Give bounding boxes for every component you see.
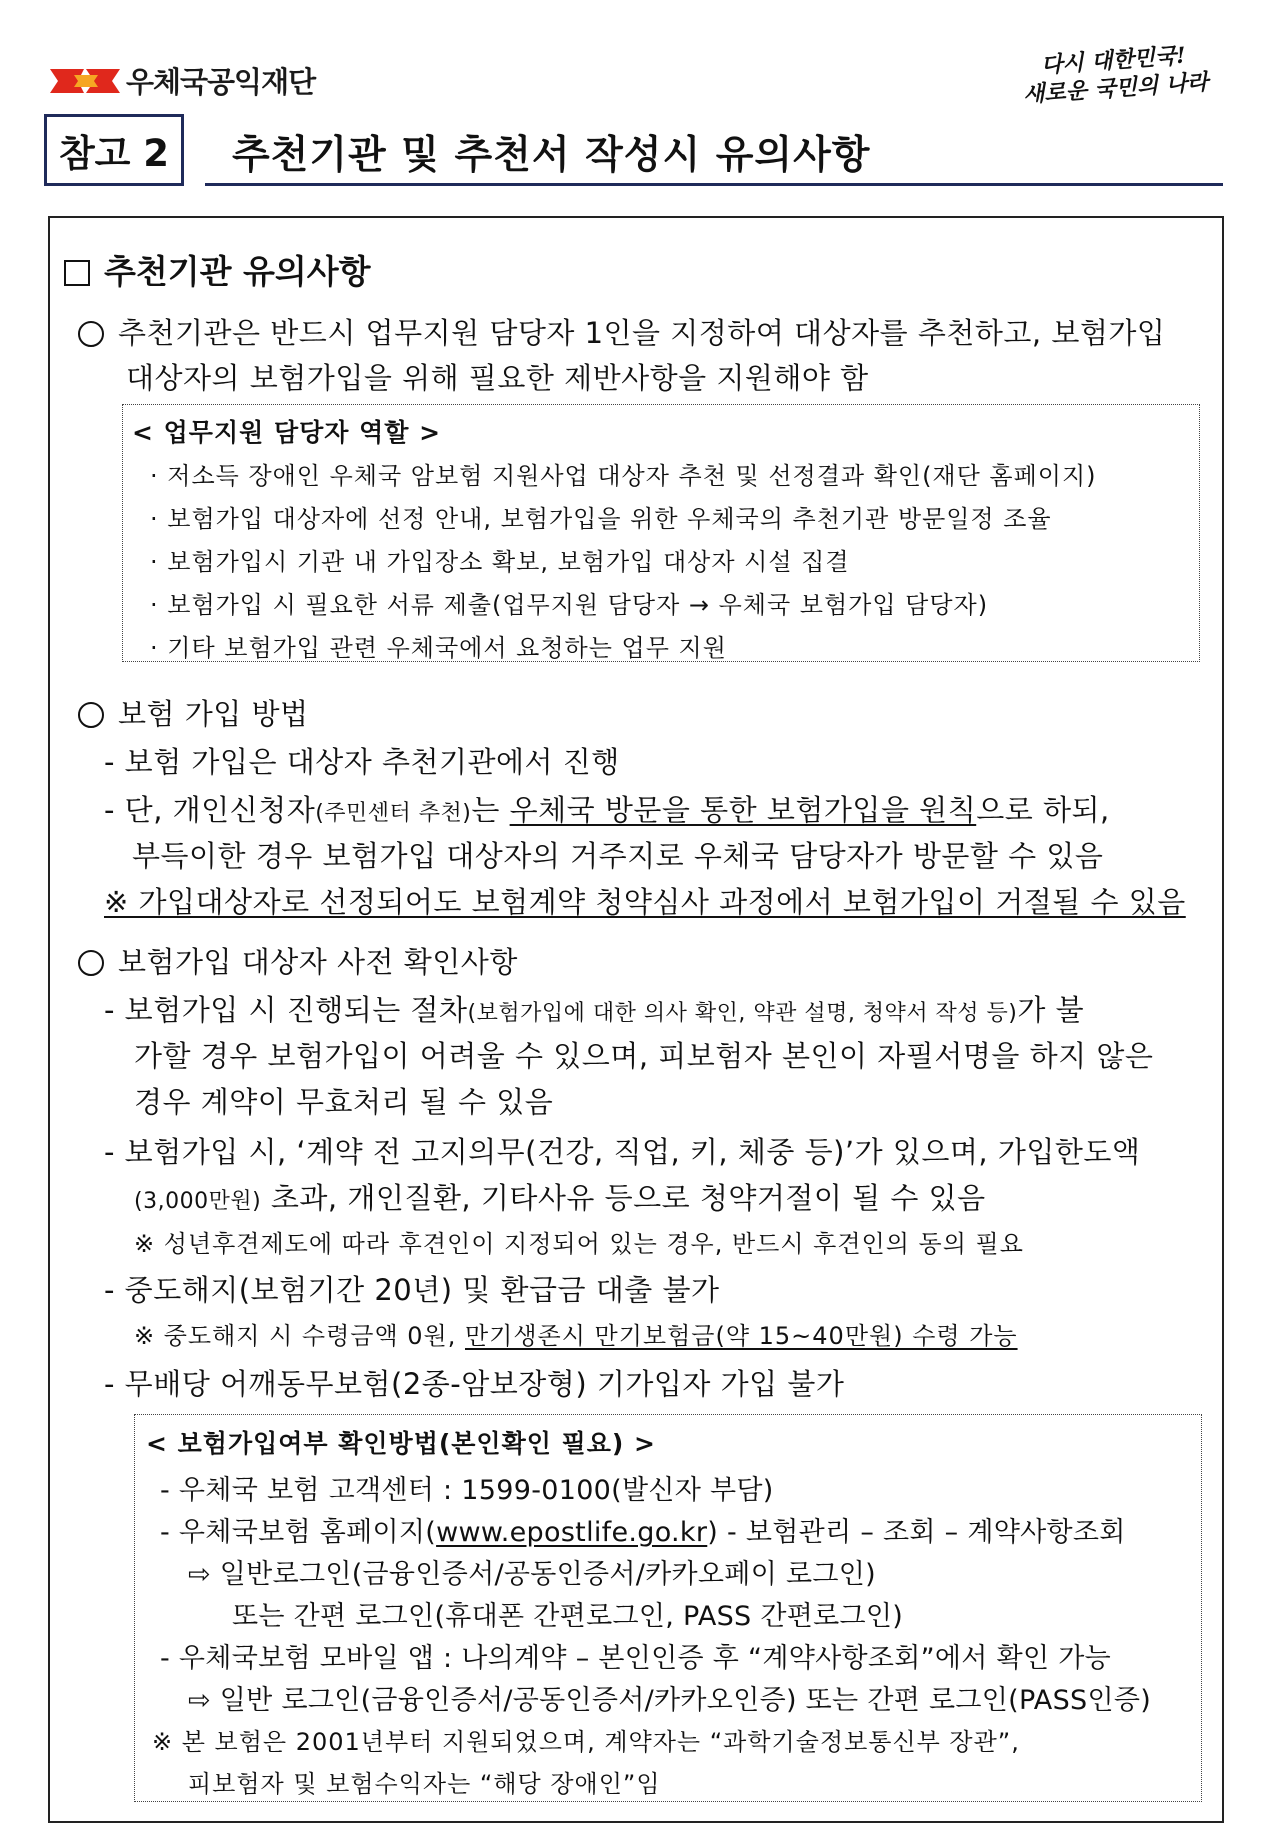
section2-line1: - 보험 가입은 대상자 추천기관에서 진행 <box>104 745 620 779</box>
check-line: - 우체국보험 홈페이지(www.epostlife.go.kr) - 보험관리 – 조회 – 계약사항조회 <box>160 1517 1126 1548</box>
reference-label: 참고 2 <box>44 114 184 186</box>
section3-b2: - 보험가입 시, ‘계약 전 고지의무(건강, 직업, 키, 체중 등)’가 있으며, 가입한도액 <box>104 1135 1141 1169</box>
homepage-link[interactable]: www.epostlife.go.kr <box>436 1517 708 1548</box>
circle-bullet-icon <box>78 702 104 728</box>
check-line: ⇨ 일반 로그인(금융인증서/공동인증서/카카오인증) 또는 간편 로그인(PASS인증) <box>188 1685 1152 1716</box>
page-title: 추천기관 및 추천서 작성시 유의사항 <box>232 133 871 178</box>
check-line: - 우체국보험 모바일 앱 : 나의계약 – 본인인증 후 “계약사항조회”에서 확인 가능 <box>160 1643 1111 1674</box>
section2-notice: ※ 가입대상자로 선정되어도 보험계약 청약심사 과정에서 보험가입이 거절될 수 있음 <box>104 885 1186 919</box>
section3-b3: - 중도해지(보험기간 20년) 및 환급금 대출 불가 <box>104 1273 720 1307</box>
section3-b4: - 무배당 어깨동무보험(2종-암보장형) 기가입자 가입 불가 <box>104 1367 845 1401</box>
section2-heading: 보험 가입 방법 <box>78 692 309 733</box>
role-item: · 저소득 장애인 우체국 암보험 지원사업 대상자 추천 및 선정결과 확인(재단 홈페이지) <box>150 462 1097 490</box>
section3-b1-cont: 가할 경우 보험가입이 어려울 수 있으며, 피보험자 본인이 자필서명을 하지 않은 <box>134 1039 1154 1073</box>
section3-b1: - 보험가입 시 진행되는 절차(보험가입에 대한 의사 확인, 약관 설명, 청약서 작성 등)가 불 <box>104 993 1085 1027</box>
role-item: · 기타 보험가입 관련 우체국에서 요청하는 업무 지원 <box>150 634 727 662</box>
role-item: · 보험가입 대상자에 선정 안내, 보험가입을 위한 우체국의 추천기관 방문일정 조율 <box>150 505 1052 533</box>
section1-point1-cont: 대상자의 보험가입을 위해 필요한 제반사항을 지원해야 함 <box>126 361 869 395</box>
check-line: 또는 간편 로그인(휴대폰 간편로그인, PASS 간편로그인) <box>232 1601 904 1632</box>
check-note: ※ 본 보험은 2001년부터 지원되었으며, 계약자는 “과학기술정보통신부 장관”, <box>152 1728 1020 1756</box>
section1-point1: 추천기관은 반드시 업무지원 담당자 1인을 지정하여 대상자를 추천하고, 보험가입 <box>78 311 1165 352</box>
circle-bullet-icon <box>78 321 104 347</box>
slogan-line2: 새로운 국민의 나라 <box>1022 69 1210 108</box>
title-underline <box>205 183 1223 186</box>
slogan-line1: 다시 대한민국! <box>1040 42 1187 79</box>
role-box-title: < 업무지원 담당자 역할 > <box>132 418 442 447</box>
check-note: 피보험자 및 보험수익자는 “해당 장애인”임 <box>188 1770 661 1798</box>
check-box-title: < 보험가입여부 확인방법(본인확인 필요) > <box>146 1429 656 1458</box>
org-logo <box>50 60 315 101</box>
section3-b2-cont: (3,000만원) 초과, 개인질환, 기타사유 등으로 청약거절이 될 수 있음 <box>134 1181 986 1215</box>
section3-b1-cont2: 경우 계약이 무효처리 될 수 있음 <box>134 1085 554 1119</box>
role-item: · 보험가입시 기관 내 가입장소 확보, 보험가입 대상자 시설 집결 <box>150 548 850 576</box>
section2-line2: - 단, 개인신청자(주민센터 추천)는 우체국 방문을 통한 보험가입을 원칙으로 하되, <box>104 793 1110 827</box>
slogan <box>1020 39 1223 109</box>
section3-heading: 보험가입 대상자 사전 확인사항 <box>78 940 518 981</box>
section2-line3: 부득이한 경우 보험가입 대상자의 거주지로 우체국 담당자가 방문할 수 있음 <box>132 839 1104 873</box>
section3-b3-note: ※ 중도해지 시 수령금액 0원, 만기생존시 만기보험금(약 15~40만원) 수령 가능 <box>134 1322 1018 1350</box>
check-line: ⇨ 일반로그인(금융인증서/공동인증서/카카오페이 로그인) <box>188 1559 876 1590</box>
section3-b2-note: ※ 성년후견제도에 따라 후견인이 지정되어 있는 경우, 반드시 후견인의 동의 필요 <box>134 1230 1024 1258</box>
check-line: - 우체국 보험 고객센터 : 1599-0100(발신자 부담) <box>160 1475 774 1506</box>
org-logo-icon <box>50 61 122 101</box>
square-bullet-icon <box>64 260 90 286</box>
circle-bullet-icon <box>78 950 104 976</box>
section1-heading: 추천기관 유의사항 <box>64 246 371 293</box>
org-name: 우체국공익재단 <box>126 65 316 99</box>
role-item: · 보험가입 시 필요한 서류 제출(업무지원 담당자 → 우체국 보험가입 담당자) <box>150 591 989 619</box>
